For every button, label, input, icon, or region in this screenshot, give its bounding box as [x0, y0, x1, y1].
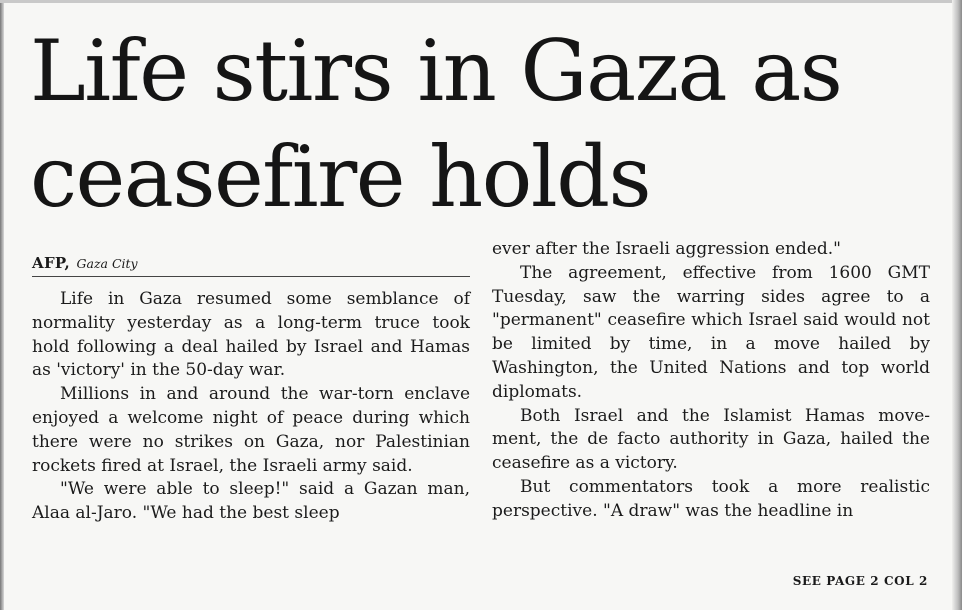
paragraph: Both Israel and the Islamist Hamas move-ment, the de facto authority in Gaza, hailed the ceasefire as a victory. — [492, 405, 930, 474]
paragraph: But commentators took a more realistic perspective. "A draw" was the headline in — [492, 476, 930, 521]
continued-on-page-label: SEE PAGE 2 COL 2 — [792, 574, 928, 588]
paragraph: "We were able to sleep!" said a Gazan man, Alaa al-Jaro. "We had the best sleep — [32, 479, 470, 524]
paragraph: The agreement, effective from 1600 GMT Tuesday, saw the warring sides agree to a "permanent" ceasefire which Israel said would not be limited by time, in a move hailed by Washington, the United Nations and top world diplomats. — [492, 262, 930, 402]
headline — [30, 18, 940, 230]
article-column-right — [492, 238, 930, 524]
byline — [32, 254, 470, 277]
byline-agency: AFP, — [32, 254, 71, 272]
paragraph: ever after the Israeli aggression ended." — [492, 239, 842, 259]
headline-line-1: Life stirs in Gaza as — [30, 22, 842, 120]
page-right-edge — [952, 0, 962, 610]
page-top-edge — [0, 0, 962, 3]
article-column-left — [32, 288, 470, 526]
byline-dateline: Gaza City — [76, 256, 138, 271]
page-left-edge — [0, 0, 4, 610]
headline-line-2: ceasefire holds — [30, 128, 651, 226]
paragraph: Life in Gaza resumed some semblance of normality yesterday as a long-term truce took hold following a deal hailed by Israel and Hamas as 'victory' in the 50-day war. — [32, 289, 470, 381]
paragraph: Millions in and around the war-torn enclave enjoyed a welcome night of peace during which there were no strikes on Gaza, nor Palestinian rockets fired at Israel, the Israeli army said. — [32, 384, 470, 476]
